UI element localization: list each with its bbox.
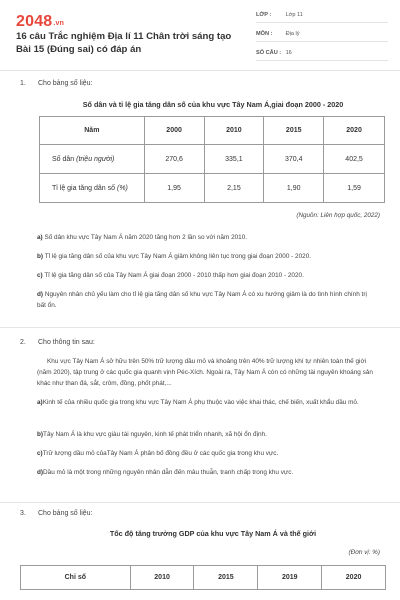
question-intro: Cho bảng số liệu: bbox=[38, 510, 93, 517]
table-cell: 1,90 bbox=[264, 174, 324, 203]
logo-text: 2048 bbox=[16, 13, 53, 30]
meta-count-row bbox=[256, 46, 388, 61]
row-label-text: Số dân bbox=[52, 155, 75, 163]
document-meta bbox=[256, 8, 388, 65]
table-cell: 270,6 bbox=[144, 145, 204, 174]
statement-key: b) bbox=[37, 253, 44, 260]
statement-c bbox=[37, 448, 377, 459]
row-label-unit: (%) bbox=[117, 184, 128, 192]
gdp-growth-table bbox=[20, 565, 386, 590]
question-number: 1. bbox=[20, 80, 26, 87]
table-unit: (Đơn vị: %) bbox=[348, 549, 380, 556]
question-number: 2. bbox=[20, 339, 26, 346]
row-label bbox=[40, 174, 145, 203]
statement-text: Nguyên nhân chủ yếu làm cho tỉ lệ gia tăng dân số khu vực Tây Nam Á có xu hướng giảm là do tình hình chính trị bất ổn. bbox=[37, 291, 367, 309]
statement-text: Tỉ lệ gia tăng dân số của Tây Nam Á giai đoạn 2000 - 2010 thấp hơn giai đoạn 2010 - 2020. bbox=[42, 272, 304, 279]
table-title: Tốc độ tăng trưởng GDP của khu vực Tây Nam Á và thế giới bbox=[109, 529, 317, 538]
logo-suffix: .vn bbox=[53, 20, 65, 27]
meta-count-value: 16 bbox=[285, 50, 292, 56]
statement-a bbox=[37, 232, 377, 243]
statement-key: b) bbox=[37, 431, 44, 438]
section-divider bbox=[0, 502, 400, 503]
question-passage: Khu vực Tây Nam Á sở hữu trên 50% trữ lượng dầu mỏ và khoảng trên 40% trữ lượng khí tự nhiên toàn thế giới (năm 2020), tập trung ở các quốc gia quanh vịnh Péc-Xích. Ngoài ra, Tây Nam Á còn có những tài nguyên khoáng sản khác như than đá, sắt, crôm, đồng, phốt phát,... bbox=[37, 358, 373, 387]
section-divider bbox=[0, 327, 400, 328]
document-title: 16 câu Trắc nghiệm Địa lí 11 Chân trời sáng tạo Bài 15 (Đúng sai) có đáp án bbox=[16, 31, 232, 55]
table-title: Số dân và tỉ lệ gia tăng dân số của khu vực Tây Nam Á,giai đoạn 2000 - 2020 bbox=[82, 100, 344, 109]
table-source: (Nguồn: Liên hợp quốc, 2022) bbox=[296, 212, 380, 219]
meta-class-label: LỚP : bbox=[256, 12, 272, 18]
meta-subject-row bbox=[256, 27, 388, 42]
population-table bbox=[39, 116, 385, 203]
header-cell: 2019 bbox=[258, 566, 322, 590]
header-cell: 2015 bbox=[194, 566, 258, 590]
table-cell: 335,1 bbox=[204, 145, 264, 174]
statement-d bbox=[37, 467, 377, 478]
question-intro: Cho thông tin sau: bbox=[38, 339, 95, 346]
row-label-text: Tỉ lệ gia tăng dân số bbox=[52, 184, 116, 192]
statement-text: Tỉ lệ gia tăng dân số của khu vực Tây Nam Á giảm không liên tục trong giai đoạn 2000 - 2020. bbox=[43, 253, 312, 260]
statement-text: Kinh tế của nhiều quốc gia trong khu vực Tây Nam Á phụ thuộc vào việc khai thác, chế biến, xuất khẩu dầu mỏ. bbox=[42, 399, 359, 406]
statement-key: d) bbox=[37, 469, 44, 476]
statement-text: Số dân khu vực Tây Nam Á năm 2020 tăng hơn 2 lần so với năm 2010. bbox=[42, 234, 248, 241]
site-logo[interactable] bbox=[16, 13, 64, 31]
statement-text: Trữ lượng dầu mỏ củaTây Nam Á phân bố đồng đều ở các quốc gia trong khu vực. bbox=[42, 450, 279, 457]
question-intro: Cho bảng số liệu: bbox=[38, 80, 93, 87]
table-row bbox=[40, 145, 385, 174]
statement-text: Dầu mỏ là một trong những nguyên nhân dẫn đến mâu thuẫn, tranh chấp trong khu vực. bbox=[43, 469, 294, 476]
statement-key: c) bbox=[37, 450, 43, 457]
meta-subject-value[interactable]: Địa lý bbox=[285, 31, 300, 37]
statement-key: d) bbox=[37, 291, 44, 298]
header-cell: 2010 bbox=[204, 117, 264, 145]
header-cell: 2015 bbox=[264, 117, 324, 145]
statement-c bbox=[37, 270, 377, 281]
statement-key: a) bbox=[37, 234, 43, 241]
statement-text: Tây Nam Á là khu vực giàu tài nguyên, kinh tế phát triển nhanh, xã hội ổn định. bbox=[43, 431, 267, 438]
header-cell: 2000 bbox=[144, 117, 204, 145]
row-label-unit: (triệu người) bbox=[76, 155, 115, 163]
meta-class-value[interactable]: Lớp 11 bbox=[285, 12, 303, 18]
meta-class-row bbox=[256, 8, 388, 23]
table-cell: 1,95 bbox=[144, 174, 204, 203]
question-number: 3. bbox=[20, 510, 26, 517]
meta-count-label: SỐ CÂU : bbox=[256, 50, 282, 56]
document-header bbox=[0, 0, 400, 71]
table-header-row bbox=[40, 117, 385, 145]
header-cell: Năm bbox=[40, 117, 145, 145]
table-cell: 1,59 bbox=[324, 174, 385, 203]
table-cell: 2,15 bbox=[204, 174, 264, 203]
table-row bbox=[40, 174, 385, 203]
header-cell: 2020 bbox=[324, 117, 385, 145]
header-cell: 2020 bbox=[322, 566, 386, 590]
header-cell: 2010 bbox=[130, 566, 194, 590]
statement-key: c) bbox=[37, 272, 43, 279]
header-cell: Chỉ số bbox=[21, 566, 131, 590]
statement-a bbox=[37, 397, 377, 408]
table-header-row bbox=[21, 566, 386, 590]
table-cell: 370,4 bbox=[264, 145, 324, 174]
row-label bbox=[40, 145, 145, 174]
meta-subject-label: MÔN : bbox=[256, 31, 273, 37]
statement-b bbox=[37, 429, 377, 440]
statement-key: a) bbox=[37, 399, 43, 406]
statement-b bbox=[37, 251, 377, 262]
statement-d bbox=[37, 289, 377, 311]
table-cell: 402,5 bbox=[324, 145, 385, 174]
